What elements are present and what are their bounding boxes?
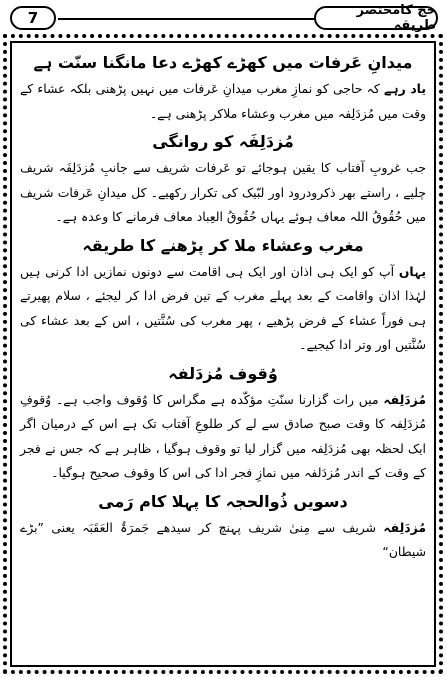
paragraph [20, 77, 426, 126]
section-heading: مغرب وعشاء ملا کر پڑھنے کا طریقہ [82, 235, 364, 255]
paragraph-text: آپ کو ایک ہی اذان اور ایک ہی اقامت سے دونوں نمازیں ادا کرنی ہیں لہٰذا اذان واقامت کے بعد پہلے مغرب کے تین فرض ادا کر لیجئے ، سلام پھیرتے ہی فوراً عشاء کے فرض پڑھیے ، پھر مغرب کی سُنَّتیں ، اس کے بعد عشاء کی سُنَّتیں اور وتر ادا کیجیے۔ [20, 263, 426, 352]
page-content [10, 41, 436, 667]
paragraph-text: شریف سے مِنیٰ شریف پہنچ کر سیدھے جَمرَۃُ العَقَبَہ یعنی ”بڑے شیطان“ [20, 519, 426, 559]
paragraph-lead: یہاں [398, 263, 426, 279]
section-heading: میدانِ عَرفات میں کھڑے کھڑے دعا مانگنا سنّت ہے [33, 53, 413, 72]
page-number: 7 [10, 6, 56, 30]
paragraph-text: کہ حاجی کو نمازِ مغرب میدانِ عَرفات میں نہیں پڑھنی بلکہ عشاء کے وقت میں مُزدَلِفہ میں مغرب وعشاء ملاکر پڑھنی ہے۔ [20, 81, 426, 121]
decorative-border [3, 34, 443, 674]
section-heading: مُزدَلِفَہ کو روانگی [152, 132, 294, 151]
paragraph-lead: مُزدَلِفہ [383, 391, 426, 407]
paragraph-lead: مُزدَلِفہ [383, 519, 426, 535]
paragraph-text: جب غروبِ آفتاب کا یقین ہوجائے تو عَرفات شریف سے جانبِ مُزدَلِفَہ شریف چلیے ، راستے بھر ذکرودرود اور لبّیک کی تکرار رکھیے۔ کل میدانِ عَرفات شریف میں حُقُوقُ اللہ معاف ہوئے یہاں حُقُوقُ العِباد معاف فرمانے کا وعدہ ہے۔ [20, 160, 426, 224]
section-heading: دسویں ذُوالحجہ کا پہلا کام رَمی [98, 491, 348, 511]
paragraph [20, 516, 426, 565]
paragraph [20, 260, 426, 358]
running-title: حج کامختصر طریقہ [314, 6, 438, 30]
header-rule [58, 18, 314, 20]
paragraph-text: میں رات گزارنا سنّتِ مؤکّدہ ہے مگراس کا وُقوف واجب ہے۔ وُقوفِ مُزدَلِفہ کا وقت صبح صادق سے لے کر طلوعِ آفتاب تک ہے اس کے درمیان اگر ایک لحظہ بھی مُزدَلِفہ میں گزار لیا تو وقوف ہوگیا ، ظاہر ہے کہ جس نے فجر کے وقت کے اندر مُزدَلفہ میں نمازِ فجر ادا کی اس کا وقوف صحیح ہوگیا۔ [20, 391, 426, 480]
paragraph [20, 156, 426, 230]
section-heading: وُقوف مُزدَلفہ [168, 363, 278, 383]
paragraph-lead: یاد رہے [384, 81, 426, 96]
paragraph [20, 388, 426, 486]
